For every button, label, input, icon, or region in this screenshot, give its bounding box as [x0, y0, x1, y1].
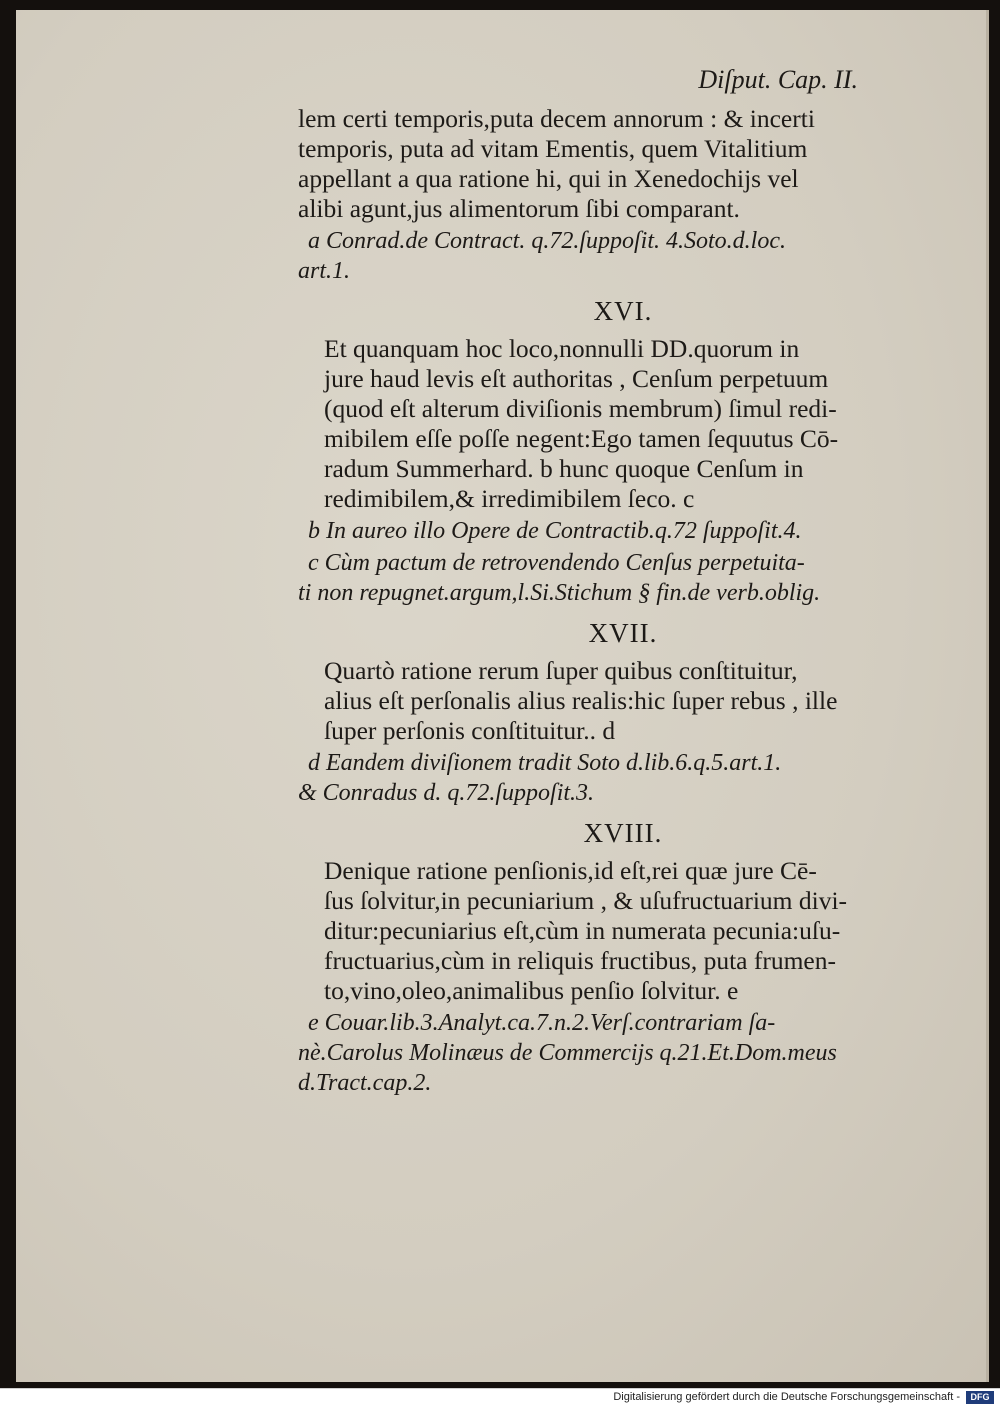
text-line: fructuarius,cùm in reliquis fructibus, puta frumen-: [324, 946, 836, 975]
footnote-line: art.1.: [298, 258, 351, 284]
footnote-line: & Conradus d. q.72.ſuppoſit.3.: [298, 780, 595, 806]
funding-credit: Digitalisierung gefördert durch die Deutsche Forschungsgemeinschaft -: [613, 1391, 960, 1403]
text-line: ditur:pecuniarius eſt,cùm in numerata pecunia:uſu-: [324, 916, 841, 945]
text-line: jure haud levis eſt authoritas , Cenſum perpetuum: [324, 364, 829, 393]
text-line: (quod eſt alterum diviſionis membrum) ſimul redi-: [324, 394, 837, 423]
text-line: lem certi temporis,puta decem annorum : & incerti: [298, 104, 815, 133]
footnote-line: ti non repugnet.argum,l.Si.Stichum § fin.de verb.oblig.: [298, 580, 821, 606]
footnote-a: [298, 226, 948, 286]
digitization-footer: [0, 1388, 1000, 1408]
text-line: to,vino,oleo,animalibus penſio ſolvitur. e: [324, 976, 739, 1005]
text-line: appellant a qua ratione hi, qui in Xenedochijs vel: [298, 164, 799, 193]
text-line: Et quanquam hoc loco,nonnulli DD.quorum in: [324, 334, 800, 363]
footnote-d: [298, 748, 948, 808]
footnote-line: d Eandem diviſionem tradit Soto d.lib.6.q.5.art.1.: [308, 750, 782, 776]
footnote-line: b In aureo illo Opere de Contractib.q.72 ſuppoſit.4.: [308, 518, 802, 544]
footnote-c: [298, 548, 948, 608]
footnote-line: c Cùm pactum de retrovendendo Cenſus perpetuita-: [308, 550, 805, 576]
page-text: [298, 58, 948, 1100]
footnote-b: [298, 516, 948, 546]
text-line: temporis, puta ad vitam Ementis, quem Vitalitium: [298, 134, 808, 163]
footnote-line: d.Tract.cap.2.: [298, 1070, 432, 1096]
text-line: ſuper perſonis conſtituitur.. d: [324, 716, 616, 745]
running-title: Diſput. Cap. II.: [698, 65, 858, 94]
footnote-line: a Conrad.de Contract. q.72.ſuppoſit. 4.Soto.d.loc.: [308, 228, 786, 254]
text-line: Denique ratione penſionis,id eſt,rei quæ jure Cē-: [324, 856, 817, 885]
footnote-line: e Couar.lib.3.Analyt.ca.7.n.2.Verſ.contrariam ſa-: [308, 1010, 776, 1036]
text-line: Quartò ratione rerum ſuper quibus conſtituitur,: [324, 656, 798, 685]
paragraph-2: [298, 334, 948, 514]
text-line: redimibilem,& irredimibilem ſeco. c: [324, 484, 695, 513]
footnote-line: nè.Carolus Molinæus de Commercijs q.21.Et.Dom.meus: [298, 1040, 837, 1066]
paragraph-4: [298, 856, 948, 1006]
footnote-e: [298, 1008, 948, 1098]
paragraph-3: [298, 656, 948, 746]
text-line: radum Summerhard. b hunc quoque Cenſum in: [324, 454, 804, 483]
text-line: alibi agunt,jus alimentorum ſibi comparant.: [298, 194, 740, 223]
text-line: alius eſt perſonalis alius realis:hic ſuper rebus , ille: [324, 686, 838, 715]
section-numeral-16: XVI.: [593, 296, 653, 326]
text-line: mibilem eſſe poſſe negent:Ego tamen ſequutus Cō-: [324, 424, 839, 453]
dfg-logo-icon[interactable]: DFG: [966, 1391, 994, 1404]
section-numeral-18: XVIII.: [583, 818, 663, 848]
section-numeral-17: XVII.: [588, 618, 658, 648]
book-page: [16, 10, 989, 1382]
paragraph-1: [298, 104, 948, 224]
text-line: ſus ſolvitur,in pecuniarium , & uſufructuarium divi-: [324, 886, 848, 915]
